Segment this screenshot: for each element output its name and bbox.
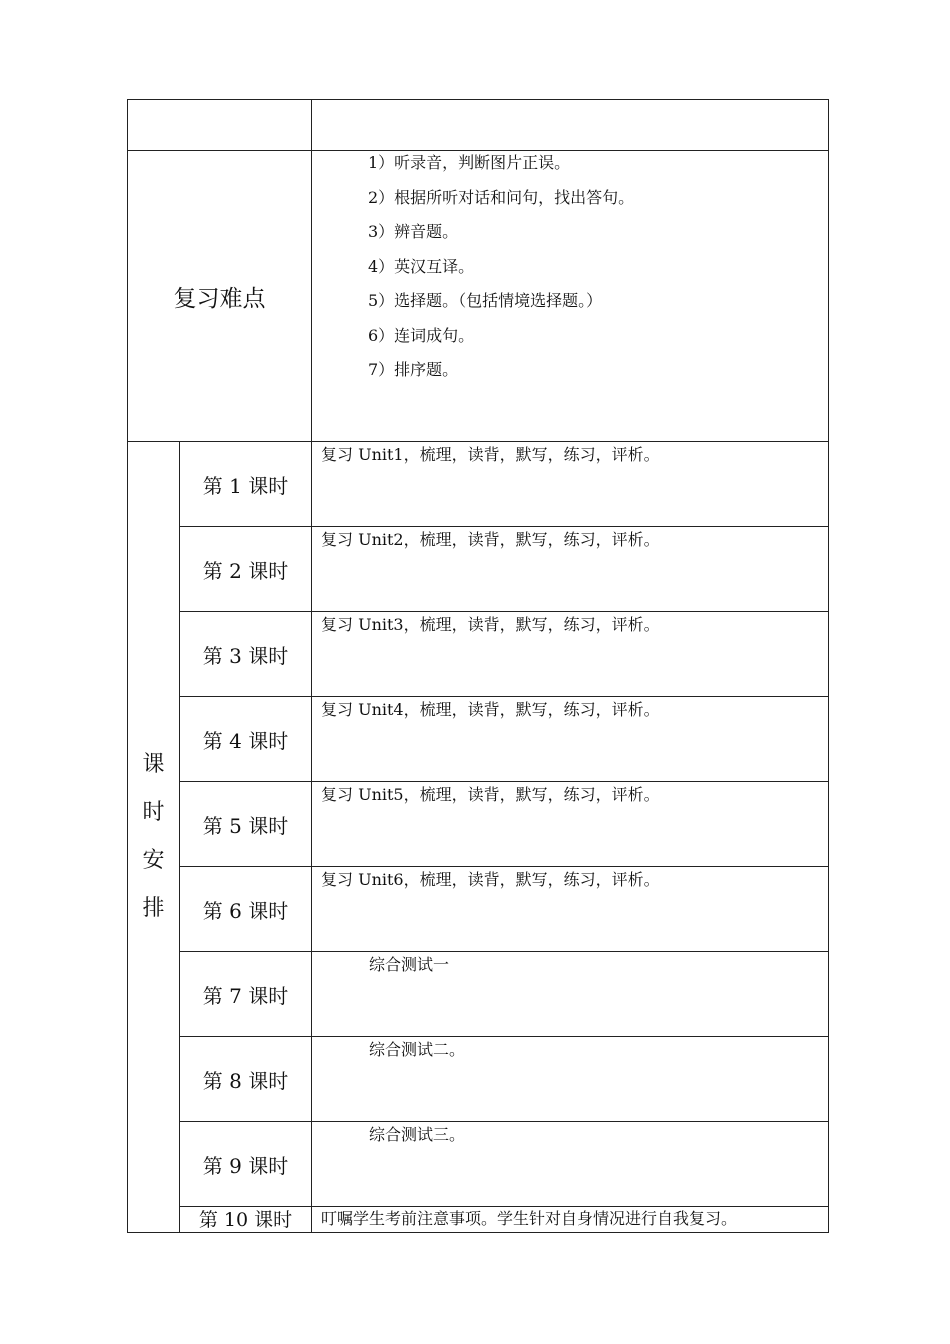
header-row xyxy=(128,100,829,151)
lesson-content: 叮嘱学生考前注意事项。学生针对自身情况进行自我复习。 xyxy=(312,1207,829,1233)
lesson-label: 第 7 课时 xyxy=(180,952,312,1037)
lesson-row xyxy=(128,1207,829,1233)
difficulties-label: 复习难点 xyxy=(128,151,312,442)
lesson-row xyxy=(128,1122,829,1207)
lesson-content: 综合测试二。 xyxy=(312,1037,829,1122)
difficulty-item: 1）听录音，判断图片正误。 xyxy=(368,153,571,172)
header-right-cell xyxy=(312,100,829,151)
lesson-row xyxy=(128,697,829,782)
difficulty-item: 5）选择题。（包括情境选择题。） xyxy=(368,291,603,310)
schedule-label: 课 时 安 排 xyxy=(128,442,180,1233)
difficulties-list-cell xyxy=(312,151,829,442)
lesson-content: 复习 Unit3，梳理，读背，默写，练习，评析。 xyxy=(312,612,829,697)
lesson-label: 第 1 课时 xyxy=(180,442,312,527)
lesson-row xyxy=(128,612,829,697)
lesson-content: 综合测试一 xyxy=(312,952,829,1037)
header-left-cell xyxy=(128,100,312,151)
difficulty-item: 6）连词成句。 xyxy=(368,325,475,345)
lesson-label: 第 2 课时 xyxy=(180,527,312,612)
difficulty-item: 7）排序题。 xyxy=(368,360,459,379)
lesson-content: 复习 Unit4，梳理，读背，默写，练习，评析。 xyxy=(312,697,829,782)
lesson-row xyxy=(128,442,829,527)
difficulty-item: 4）英汉互译。 xyxy=(368,256,475,276)
difficulty-item: 2）根据所听对话和问句，找出答句。 xyxy=(368,187,635,207)
lesson-content: 复习 Unit2，梳理，读背，默写，练习，评析。 xyxy=(312,527,829,612)
difficulties-list xyxy=(368,151,828,393)
lesson-row xyxy=(128,1037,829,1122)
lesson-label: 第 3 课时 xyxy=(180,612,312,697)
lesson-label: 第 4 课时 xyxy=(180,697,312,782)
lesson-row xyxy=(128,867,829,952)
difficulty-item: 3）辨音题。 xyxy=(368,222,459,241)
lesson-label: 第 6 课时 xyxy=(180,867,312,952)
lesson-row xyxy=(128,782,829,867)
lesson-row xyxy=(128,527,829,612)
lesson-content: 复习 Unit1，梳理，读背，默写，练习，评析。 xyxy=(312,442,829,527)
difficulties-row xyxy=(128,151,829,442)
lesson-label: 第 9 课时 xyxy=(180,1122,312,1207)
lesson-label: 第 5 课时 xyxy=(180,782,312,867)
review-plan-table xyxy=(127,99,829,1233)
lesson-content: 综合测试三。 xyxy=(312,1122,829,1207)
lesson-label: 第 10 课时 xyxy=(180,1207,312,1233)
lesson-content: 复习 Unit5，梳理，读背，默写，练习，评析。 xyxy=(312,782,829,867)
lesson-content: 复习 Unit6，梳理，读背，默写，练习，评析。 xyxy=(312,867,829,952)
lesson-label: 第 8 课时 xyxy=(180,1037,312,1122)
lesson-row xyxy=(128,952,829,1037)
